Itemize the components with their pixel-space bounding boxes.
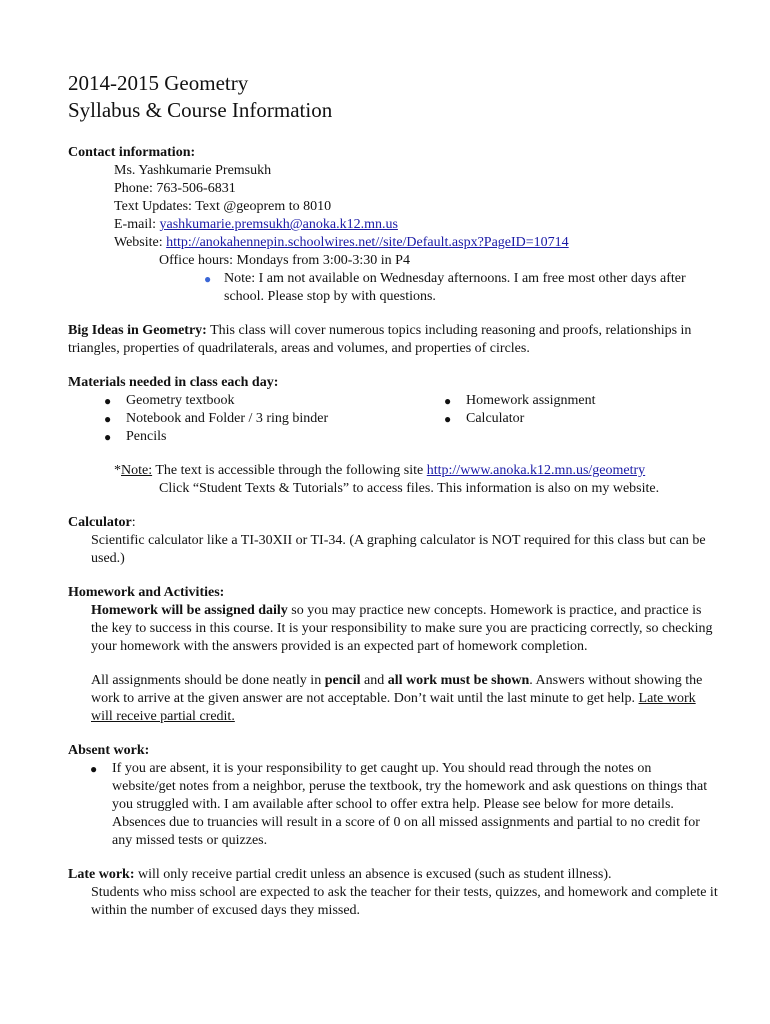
bullet-icon: ● [104, 394, 112, 408]
textbook-note-line-2: Click “Student Texts & Tutorials” to access files. This information is also on my website. [159, 481, 660, 496]
materials-section [68, 374, 718, 498]
homework-pencil: pencil [324, 673, 361, 688]
website-label: Website: [114, 235, 167, 250]
big-ideas-heading: Big Ideas in Geometry: [68, 323, 207, 338]
big-ideas-section [68, 322, 718, 358]
list-item-label: Pencils [126, 429, 167, 444]
availability-note [204, 270, 704, 306]
late-section [68, 866, 718, 920]
homework-show-work: all work must be shown [387, 673, 530, 688]
list-item [444, 410, 595, 428]
materials-heading: Materials needed in class each day: [68, 375, 279, 390]
list-item [104, 428, 444, 446]
syllabus-page [68, 70, 718, 936]
bullet-icon: ● [204, 272, 212, 286]
absent-item-text: If you are absent, it is your responsibility to get caught up. You should read through the notes on website/get notes from a neighbor, peruse the textbook, try the homework and ask questions on things that you struggled with. I am available after school to offer extra help. Please see below for more details. Absences due to truancies will result in a score of 0 on all missed assignments and partial to no credit for any missed tests or quizzes. [112, 761, 708, 848]
big-ideas-body: This class will cover numerous topics including reasoning and proofs, relationships in triangles, properties of quadrilaterals, areas and volumes, and properties of circles. [68, 323, 692, 356]
teacher-name: Ms. Yashkumarie Premsukh [114, 163, 272, 178]
textbook-note [114, 462, 718, 480]
absent-section [68, 742, 718, 850]
late-text-1: will only receive partial credit unless an absence is excused (such as student illness). [134, 867, 612, 882]
absent-list [68, 760, 718, 850]
homework-p1-text: so you may practice new concepts. Homework is practice, and practice is the key to success in this course. It is your responsibility to make sure you are practicing correctly, so checking your homework with the answers provided is an expected part of homework completion. [91, 603, 713, 654]
text-updates: Text Updates: Text @geoprem to 8010 [114, 199, 332, 214]
list-item [104, 392, 444, 410]
calculator-colon: : [131, 515, 136, 530]
late-line-1 [68, 866, 718, 884]
bullet-icon: ● [90, 762, 98, 776]
calculator-text: Scientific calculator like a TI-30XII or TI-34. (A graphing calculator is NOT required for this class but can be used.) [91, 533, 706, 566]
homework-paragraph-1 [91, 602, 718, 656]
materials-left-list [104, 392, 444, 446]
materials-right-list [444, 392, 595, 446]
list-item-label: Homework assignment [466, 393, 596, 408]
list-item-label: Calculator [466, 411, 525, 426]
office-hours: Office hours: Mondays from 3:00-3:30 in P4 [159, 253, 410, 268]
title-line-1: 2014-2015 Geometry [68, 71, 249, 95]
late-heading: Late work: [68, 867, 135, 882]
email-link[interactable]: yashkumarie.premsukh@anoka.k12.mn.us [159, 217, 398, 232]
contact-section [68, 144, 718, 306]
absent-heading: Absent work: [68, 743, 150, 758]
note-prefix: * [114, 463, 121, 478]
note-text: The text is accessible through the following site [152, 463, 427, 478]
list-item [444, 392, 595, 410]
late-text-2: Students who miss school are expected to ask the teacher for their tests, quizzes, and homework and complete it within the number of excused days they missed. [91, 885, 718, 918]
list-item-label: Geometry textbook [126, 393, 235, 408]
website-line [114, 234, 718, 252]
homework-daily: Homework will be assigned daily [91, 603, 288, 618]
note-label: Note: [121, 463, 153, 478]
email-line [114, 216, 718, 234]
homework-p2-a: All assignments should be done neatly in [91, 673, 325, 688]
late-work-partial-credit: Late work will receive partial credit. [91, 691, 696, 724]
homework-section [68, 584, 718, 726]
homework-heading: Homework and Activities: [68, 585, 225, 600]
calculator-heading-line [68, 514, 718, 532]
bullet-icon: ● [104, 412, 112, 426]
availability-note-text: Note: I am not available on Wednesday afternoons. I am free most other days after school. Please stop by with questions. [224, 271, 686, 304]
list-item-label: Notebook and Folder / 3 ring binder [126, 411, 329, 426]
homework-p2-c: and [360, 673, 388, 688]
materials-columns [104, 392, 718, 446]
bullet-icon: ● [444, 412, 452, 426]
title-block [68, 70, 718, 124]
list-item [90, 760, 718, 850]
homework-paragraph-2 [91, 672, 718, 726]
textbook-link[interactable]: http://www.anoka.k12.mn.us/geometry [426, 463, 646, 478]
calculator-section [68, 514, 718, 568]
phone: Phone: 763-506-6831 [114, 181, 236, 196]
bullet-icon: ● [104, 430, 112, 444]
list-item [104, 410, 444, 428]
bullet-icon: ● [444, 394, 452, 408]
homework-p2-e: . Answers without showing the work to arrive at the given answer are not acceptable. Don’t wait until the last minute to get help. [91, 673, 703, 706]
big-ideas-text [68, 322, 718, 358]
contact-heading: Contact information: [68, 145, 196, 160]
email-label: E-mail: [114, 217, 160, 232]
website-link[interactable]: http://anokahennepin.schoolwires.net//site/Default.aspx?PageID=10714 [166, 235, 569, 250]
calculator-heading: Calculator [68, 515, 132, 530]
title-line-2: Syllabus & Course Information [68, 98, 333, 122]
